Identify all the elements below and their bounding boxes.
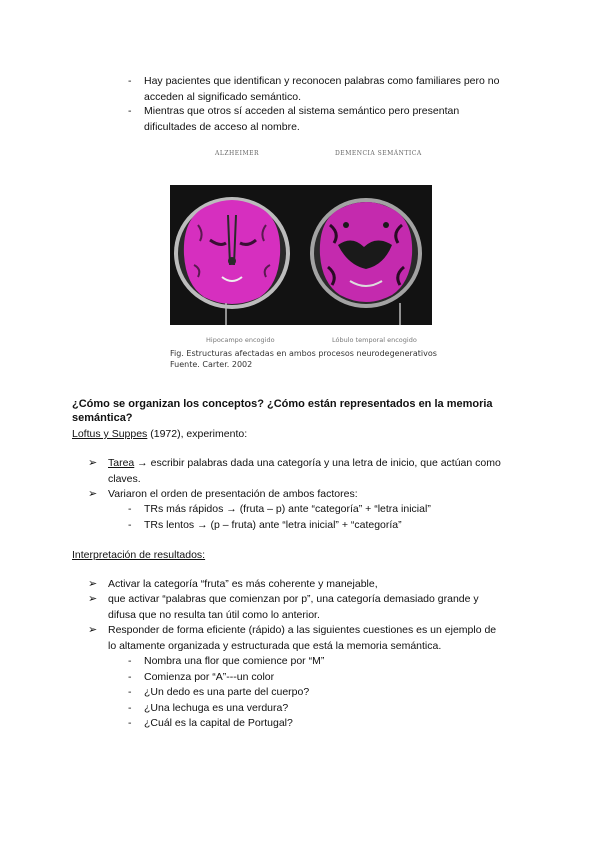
interpretation-bullet-2-line2: difusa que no resulta tan útil como lo anterior.: [108, 609, 320, 621]
task-label: Tarea: [108, 457, 135, 469]
question-item: ¿Una lechuga es una verdura?: [144, 702, 289, 714]
reference-line: [72, 426, 247, 442]
intro-bullet-2-line2: dificultades de acceso al nombre.: [144, 121, 300, 133]
task-text: → escribir palabras dada una categoría y una letra de inicio, que actúan como: [134, 457, 501, 469]
intro-bullet-1-line2: acceden al significado semántico.: [144, 91, 302, 103]
dash-marker: -: [128, 105, 132, 117]
brain-scan-image: [170, 185, 432, 325]
interpretation-bullet-3: [108, 622, 496, 654]
dash-marker: -: [128, 671, 132, 683]
intro-bullet-1-line1: Hay pacientes que identifican y reconocen palabras como familiares pero no: [144, 75, 500, 87]
intro-bullet-1: [144, 73, 499, 105]
interpretation-bullet-1: Activar la categoría “fruta” es más coherente y manejable,: [108, 578, 378, 590]
figure-caption-line2: Fuente. Carter. 2002: [170, 360, 253, 369]
reference-link[interactable]: Loftus y Suppes: [72, 428, 148, 440]
intro-bullet-2-line1: Mientras que otros sí acceden al sistema semántico pero presentan: [144, 105, 460, 117]
section-heading-line2: semántica?: [72, 412, 133, 424]
dash-marker: -: [128, 717, 132, 729]
figure-caption: [170, 348, 437, 370]
section-heading: [72, 397, 493, 425]
sub-item-slow: TRs lentos → (p – fruta) ante “letra inicial” + “categoría”: [144, 519, 402, 531]
sub-item-fast: TRs más rápidos → (fruta – p) ante “categoría” + “letra inicial”: [144, 503, 431, 515]
dash-marker: -: [128, 702, 132, 714]
figure-label-right: DEMENCIA SEMÁNTICA: [335, 150, 422, 157]
task-bullet: [108, 455, 501, 487]
arrow-bullet-icon: ➢: [88, 488, 98, 500]
brain-figure: [170, 150, 437, 375]
interpretation-bullet-3-line2: lo altamente organizada y estructurada que está la memoria semántica.: [108, 640, 442, 652]
question-item: ¿Cuál es la capital de Portugal?: [144, 717, 293, 729]
vary-bullet: Variaron el orden de presentación de ambos factores:: [108, 488, 358, 500]
interpretation-bullet-3-line1: Responder de forma eficiente (rápido) a las siguientes cuestiones es un ejemplo de: [108, 624, 497, 636]
reference-rest: (1972), experimento:: [147, 428, 248, 440]
dash-marker: -: [128, 503, 132, 515]
task-text-line2: claves.: [108, 473, 141, 485]
arrow-bullet-icon: ➢: [88, 593, 98, 605]
figure-sub-right: Lóbulo temporal encogido: [332, 336, 417, 344]
question-item: Comienza por “A”---un color: [144, 671, 275, 683]
section-heading-line1: ¿Cómo se organizan los conceptos? ¿Cómo están representados en la memoria: [72, 398, 493, 410]
brain-scan-illustration: [170, 185, 432, 325]
figure-sub-left: Hipocampo encogido: [206, 336, 275, 344]
interpretation-heading: Interpretación de resultados:: [72, 549, 206, 561]
figure-caption-line1: Fig. Estructuras afectadas en ambos procesos neurodegenerativos: [170, 349, 437, 358]
alzheimer-brain-slice: [174, 197, 290, 309]
question-item: ¿Un dedo es una parte del cuerpo?: [144, 686, 310, 698]
intro-bullet-2: [144, 103, 459, 135]
arrow-bullet-icon: ➢: [88, 457, 98, 469]
dash-marker: -: [128, 655, 132, 667]
arrow-bullet-icon: ➢: [88, 624, 98, 636]
interpretation-bullet-2: [108, 591, 479, 623]
arrow-bullet-icon: ➢: [88, 578, 98, 590]
semantic-dementia-brain-slice: [310, 198, 422, 308]
dash-marker: -: [128, 686, 132, 698]
figure-label-left: ALZHEIMER: [215, 150, 260, 157]
interpretation-bullet-2-line1: que activar “palabras que comienzan por p”, una categoría demasiado grande y: [108, 593, 479, 605]
dash-marker: -: [128, 75, 132, 87]
dash-marker: -: [128, 519, 132, 531]
question-item: Nombra una flor que comience por “M”: [144, 655, 325, 667]
